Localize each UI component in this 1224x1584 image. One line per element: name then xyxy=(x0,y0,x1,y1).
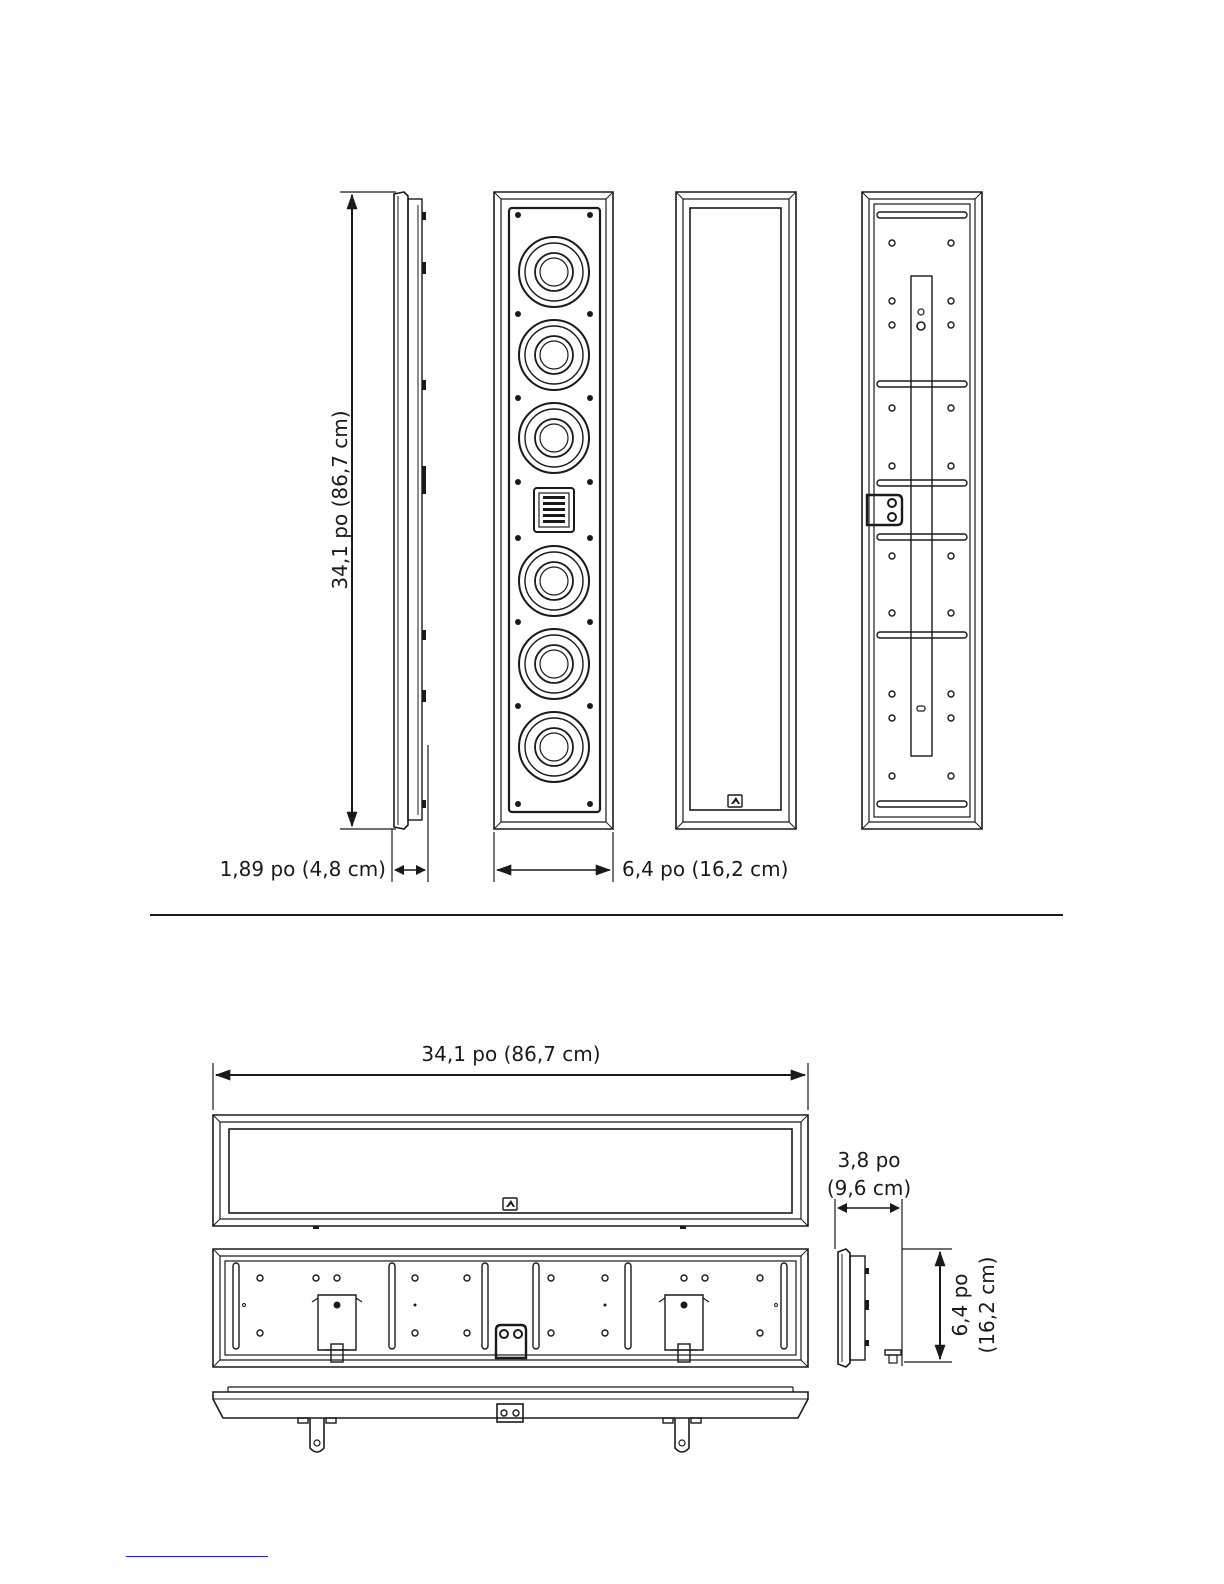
vertical-depth-dimension xyxy=(220,745,428,882)
horizontal-back-view xyxy=(213,1249,808,1367)
horizontal-height-dimension xyxy=(902,1249,999,1362)
brand-logo-icon xyxy=(728,795,742,807)
vertical-height-dimension xyxy=(328,192,396,829)
horizontal-front-grille xyxy=(213,1115,808,1229)
tweeter xyxy=(534,488,574,532)
mounting-bracket-right xyxy=(659,1295,709,1362)
front-view-drivers xyxy=(494,192,613,829)
horizontal-height-label-2: (16,2 cm) xyxy=(975,1256,999,1354)
binding-posts xyxy=(496,1325,526,1358)
horizontal-depth-label-1: 3,8 po xyxy=(837,1148,901,1172)
front-view-grille xyxy=(676,192,796,829)
horizontal-height-label-1: 6,4 po xyxy=(948,1273,972,1337)
woofer-2 xyxy=(519,320,589,390)
mounting-bracket-left xyxy=(312,1295,362,1362)
horizontal-side-profile xyxy=(838,1249,901,1367)
vertical-height-label: 34,1 po (86,7 cm) xyxy=(328,410,352,590)
horizontal-depth-dimension xyxy=(827,1148,911,1366)
brand-logo-icon xyxy=(503,1198,517,1210)
woofer-4 xyxy=(519,546,589,616)
woofer-6 xyxy=(519,712,589,782)
horizontal-length-dimension xyxy=(213,1042,808,1110)
vertical-width-dimension xyxy=(494,832,788,882)
back-view-vertical xyxy=(862,192,982,829)
horizontal-depth-label-2: (9,6 cm) xyxy=(826,1176,912,1200)
vertical-depth-label: 1,89 po (4,8 cm) xyxy=(219,857,386,881)
woofer-3 xyxy=(519,403,589,473)
vertical-width-label: 6,4 po (16,2 cm) xyxy=(622,857,789,881)
woofer-5 xyxy=(519,629,589,699)
horizontal-length-label: 34,1 po (86,7 cm) xyxy=(421,1042,601,1066)
horizontal-top-profile xyxy=(213,1387,808,1452)
woofer-1 xyxy=(519,237,589,307)
footer-rule xyxy=(126,1556,268,1557)
side-profile-view xyxy=(394,192,426,829)
binding-posts xyxy=(867,495,902,525)
